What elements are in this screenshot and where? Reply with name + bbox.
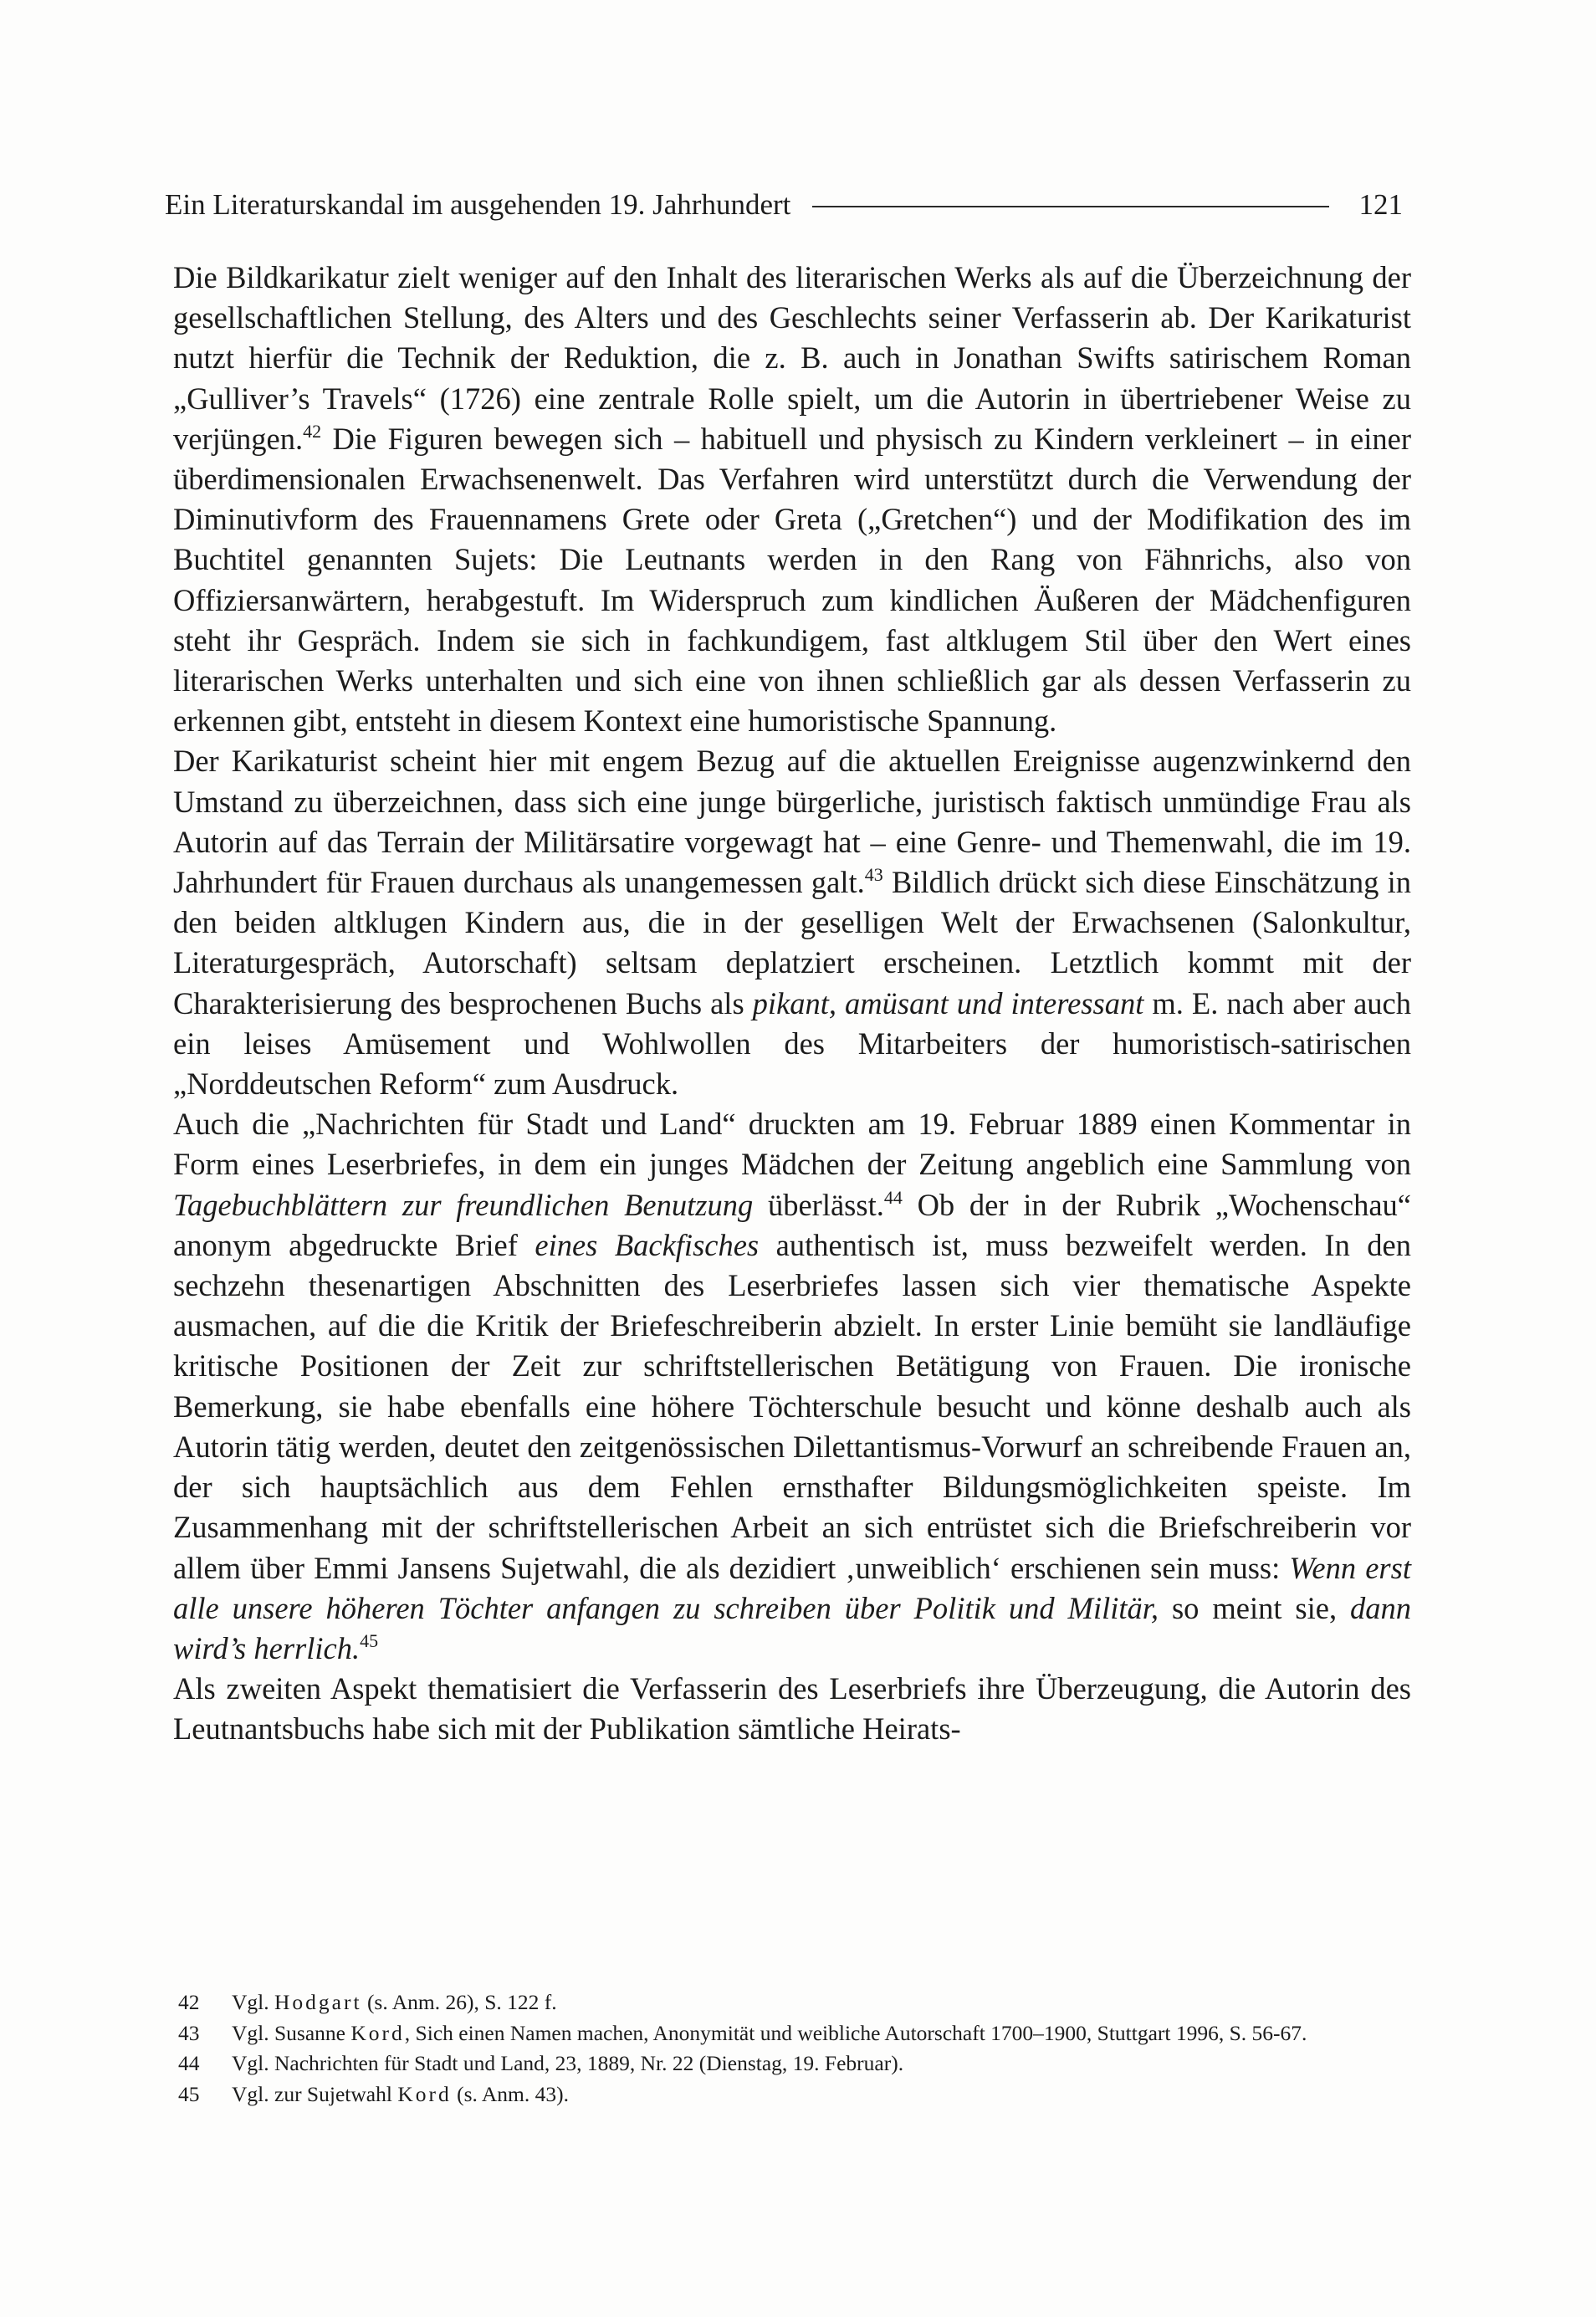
footnote-text <box>232 1989 1408 2017</box>
footnote-44 <box>178 2050 1408 2078</box>
running-title: Ein Literaturskandal im ausgehenden 19. Jahrhundert <box>165 188 791 221</box>
footnote-number: 43 <box>178 2020 200 2045</box>
footnote-text-rest: , Sich einen Namen machen, Anonymität und weibliche Autorschaft 1700–1900, Stuttgart 1996, S. 56-67. <box>404 2020 1307 2045</box>
footnote-45 <box>178 2081 1408 2109</box>
paragraph-2-text-a: Der Karikaturist scheint hier mit engem Bezug auf die aktuellen Ereignisse augenzwinkernd den Umstand zu überzeichnen, dass sich eine junge bürgerliche, juristisch faktisch unmündige Frau als Autorin auf das Terrain der Militärsatire vorgewagt hat – eine Genre- und Themenwahl, die im 19. Jahrhundert für Frauen durchaus als unangemessen galt. <box>173 744 1411 900</box>
footnote-text-pre: Vgl. zur Sujetwahl <box>232 2081 398 2106</box>
footnote-number: 44 <box>178 2051 200 2075</box>
paragraph-3-text-c: Ob der in der Rubrik „Wochenschau“ anonym abgedruckte Brief <box>173 1187 1411 1262</box>
footnote-number: 45 <box>178 2081 200 2106</box>
footnote-ref-45[interactable]: 45 <box>360 1629 379 1651</box>
paragraph-2 <box>173 741 1411 1104</box>
footnote-text <box>232 2020 1408 2048</box>
footnote-42 <box>178 1989 1408 2017</box>
footnote-author: Kord <box>350 2020 405 2045</box>
footnote-43 <box>178 2020 1408 2048</box>
paragraph-3-italic-2: eines Backfisches <box>535 1227 760 1262</box>
footnote-text-rest: (s. Anm. 43). <box>451 2081 569 2106</box>
footnote-author: Hodgart <box>274 1990 362 2014</box>
paragraph-3-text-a: Auch die „Nachrichten für Stadt und Land“ druckten am 19. Februar 1889 einen Kommentar in Form eines Leserbriefes, in dem ein junges Mädchen der Zeitung angeblich eine Sammlung von <box>173 1107 1411 1182</box>
running-header <box>165 184 1403 226</box>
footnote-ref-42[interactable]: 42 <box>303 420 322 442</box>
paragraph-3-text-d: authentisch ist, muss bezweifelt werden. In den sechzehn thesenartigen Abschnitten des Leserbriefes lassen sich vier thematische Aspekte ausmachen, auf die die Kritik der Briefeschreiberin abzielt. In erster Linie bemüht sie landläufige kritische Positionen der Zeit zur schriftstellerischen Betätigung von Frauen. Die ironische Bemerkung, sie habe ebenfalls eine höhere Töchterschule besucht und könne deshalb auch als Autorin tätig werden, deutet den zeitgenössischen Dilettantismus-Vorwurf an schreibende Frauen an, der sich hauptsächlich aus dem Fehlen ernsthafter Bildungsmöglichkeiten speiste. Im Zusammenhang mit der schriftstellerischen Arbeit an sich entrüstet sich die Briefschreiberin vor allem über Emmi Jansens Sujetwahl, die als dezidiert ‚unweiblich‘ erschienen sein muss: <box>173 1227 1411 1585</box>
footnote-text-pre: Vgl. <box>232 1990 274 2014</box>
paragraph-1-text-b: Die Figuren bewegen sich – habituell und physisch zu Kindern verkleinert – in einer überdimensionalen Erwachsenenwelt. Das Verfahren wird unterstützt durch die Verwendung der Diminutivform des Frauennamens Grete oder Greta („Gretchen“) und der Modifikation des im Buchtitel genannten Sujets: Die Leutnants werden in den Rang von Fähnrichs, also von Offiziersanwärtern, herabgestuft. Im Widerspruch zum kindlichen Äußeren der Mädchenfiguren steht ihr Gespräch. Indem sie sich in fachkundigem, fast altklugem Stil über den Wert eines literarischen Werks unterhalten und sich eine von ihnen schließlich gar als dessen Verfasserin zu erkennen gibt, entsteht in diesem Kontext eine humoristische Spannung. <box>173 421 1411 739</box>
paragraph-4-text-a: Als zweiten Aspekt thematisiert die Verfasserin des Leserbriefs ihre Überzeugung, die Autorin des Leutnantsbuchs habe sich mit der Publikation sämtliche Heirats- <box>173 1671 1411 1747</box>
footnote-ref-44[interactable]: 44 <box>883 1186 903 1208</box>
paragraph-2-text-c: m. E. nach aber auch ein leises Amüsement und Wohlwollen des Mitarbeiters der humoristisch-satirischen „Norddeutschen Reform“ zum Ausdruck. <box>173 985 1411 1102</box>
paragraph-3-italic-3: Wenn erst alle unsere höheren Töchter anfangen zu schreiben über Politik und Militär, <box>173 1550 1411 1625</box>
paragraph-3 <box>173 1104 1411 1669</box>
page-number: 121 <box>1358 188 1403 221</box>
footnote-text <box>232 2050 1408 2078</box>
footnote-text-pre: Vgl. Susanne <box>232 2020 351 2045</box>
footnote-text-pre: Vgl. Nachrichten für Stadt und Land, 23, 1889, Nr. 22 (Dienstag, 19. Februar). <box>232 2051 904 2075</box>
paragraph-3-italic-1: Tagebuchblättern zur freundlichen Benutzung <box>173 1187 754 1222</box>
paragraph-3-text-e: so meint sie, <box>1159 1590 1350 1625</box>
footnote-text <box>232 2081 1408 2109</box>
paragraph-3-italic-4: dann wird’s herrlich. <box>173 1590 1411 1665</box>
header-rule <box>812 206 1328 207</box>
footnote-ref-43[interactable]: 43 <box>864 864 883 886</box>
paragraph-3-text-b: überlässt. <box>753 1187 884 1222</box>
footnote-text-rest: (s. Anm. 26), S. 122 f. <box>361 1990 557 2014</box>
footnotes <box>178 1989 1408 2111</box>
main-text <box>173 258 1411 1750</box>
footnote-author: Kord <box>397 2081 452 2106</box>
footnote-number: 42 <box>178 1990 200 2014</box>
paragraph-1-text-a: Die Bildkarikatur zielt weniger auf den Inhalt des literarischen Werks als auf die Überzeichnung der gesellschaftlichen Stellung, des Alters und des Geschlechts seiner Verfasserin ab. Der Karikaturist nutzt hierfür die Technik der Reduktion, die z. B. auch in Jonathan Swifts satirischem Roman „Gulliver’s Travels“ (1726) eine zentrale Rolle spielt, um die Autorin in übertriebener Weise zu verjüngen. <box>173 260 1411 456</box>
paragraph-2-text-b: Bildlich drückt sich diese Einschätzung in den beiden altklugen Kindern aus, die in der geselligen Welt der Erwachsenen (Salonkultur, Literaturgespräch, Autorschaft) seltsam deplatziert erscheinen. Letztlich kommt mit der Charakterisierung des besprochenen Buchs als <box>173 865 1411 1020</box>
paragraph-4 <box>173 1669 1411 1749</box>
paragraph-1 <box>173 258 1411 741</box>
paragraph-2-italic-1: pikant, amüsant und interessant <box>752 985 1144 1020</box>
